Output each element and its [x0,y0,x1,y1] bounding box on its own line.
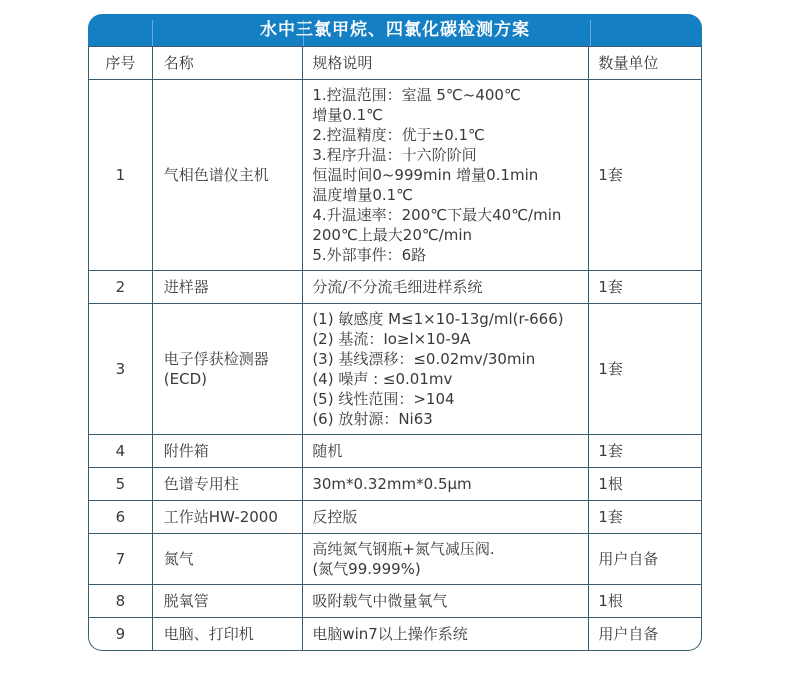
row-name: 气相色谱仪主机 [153,80,304,270]
table-header-row [89,46,701,79]
row-no: 3 [89,304,153,434]
title-banner [88,14,702,46]
row-qty: 1套 [598,166,623,184]
table-row [89,79,701,270]
row-spec: 电脑win7以上操作系统 [303,618,589,650]
column-header-qty: 数量单位 [598,54,659,72]
row-spec: 30m*0.32mm*0.5μm [303,468,589,500]
table-row [89,500,701,533]
row-name: 电子俘获检测器 (ECD) [153,304,304,434]
row-qty: 1套 [598,508,623,526]
column-header-name: 名称 [153,47,304,79]
spec-table [88,46,702,651]
row-name: 色谱专用柱 [153,468,304,500]
row-name: 工作站HW-2000 [153,501,304,533]
table-row [89,303,701,434]
table-row [89,617,701,650]
row-no: 7 [89,534,153,584]
row-no: 5 [89,468,153,500]
row-qty: 1套 [598,360,623,378]
row-qty: 1根 [598,592,623,610]
row-spec: (1) 敏感度 M≤1×10-13g/ml(r-666) (2) 基流：Io≥l×10-9A (3) 基线漂移：≤0.02mv/30min (4) 噪声 : ≤0.01mv (5) 线性范围：>104 (6) 放射源：Ni63 [303,304,589,434]
table-row [89,467,701,500]
banner-divider [590,20,591,46]
row-name: 附件箱 [153,435,304,467]
spec-sheet [88,14,702,651]
row-no: 9 [89,618,153,650]
row-name: 进样器 [153,271,304,303]
row-spec: 高纯氮气钢瓶+氮气减压阀. (氮气99.999%) [303,534,589,584]
row-qty: 1根 [598,475,623,493]
row-name: 电脑、打印机 [153,618,304,650]
row-spec: 反控版 [303,501,589,533]
row-qty: 用户自备 [598,625,659,643]
row-no: 1 [89,80,153,270]
table-row [89,584,701,617]
banner-divider [303,20,304,46]
row-no: 6 [89,501,153,533]
column-header-no: 序号 [89,47,153,79]
banner-divider [152,20,153,46]
row-no: 2 [89,271,153,303]
row-spec: 随机 [303,435,589,467]
column-header-spec: 规格说明 [303,47,589,79]
row-spec: 吸附载气中微量氧气 [303,585,589,617]
row-qty: 1套 [598,278,623,296]
row-spec: 分流/不分流毛细进样系统 [303,271,589,303]
table-row [89,533,701,584]
row-no: 8 [89,585,153,617]
row-qty: 用户自备 [598,550,659,568]
row-qty: 1套 [598,442,623,460]
table-row [89,434,701,467]
row-spec: 1.控温范围：室温 5℃~400℃ 增量0.1℃ 2.控温精度：优于±0.1℃ 3.程序升温：十六阶阶间 恒温时间0~999min 增量0.1min 温度增量0.1℃ 4.升温速率：200℃下最大40℃/min 200℃上最大20℃/min 5.外部事件：6路 [303,80,589,270]
page-title: 水中三氯甲烷、四氯化碳检测方案 [260,19,530,40]
row-name: 脱氧管 [153,585,304,617]
table-body [89,79,701,650]
table-row [89,270,701,303]
row-no: 4 [89,435,153,467]
row-name: 氮气 [153,534,304,584]
